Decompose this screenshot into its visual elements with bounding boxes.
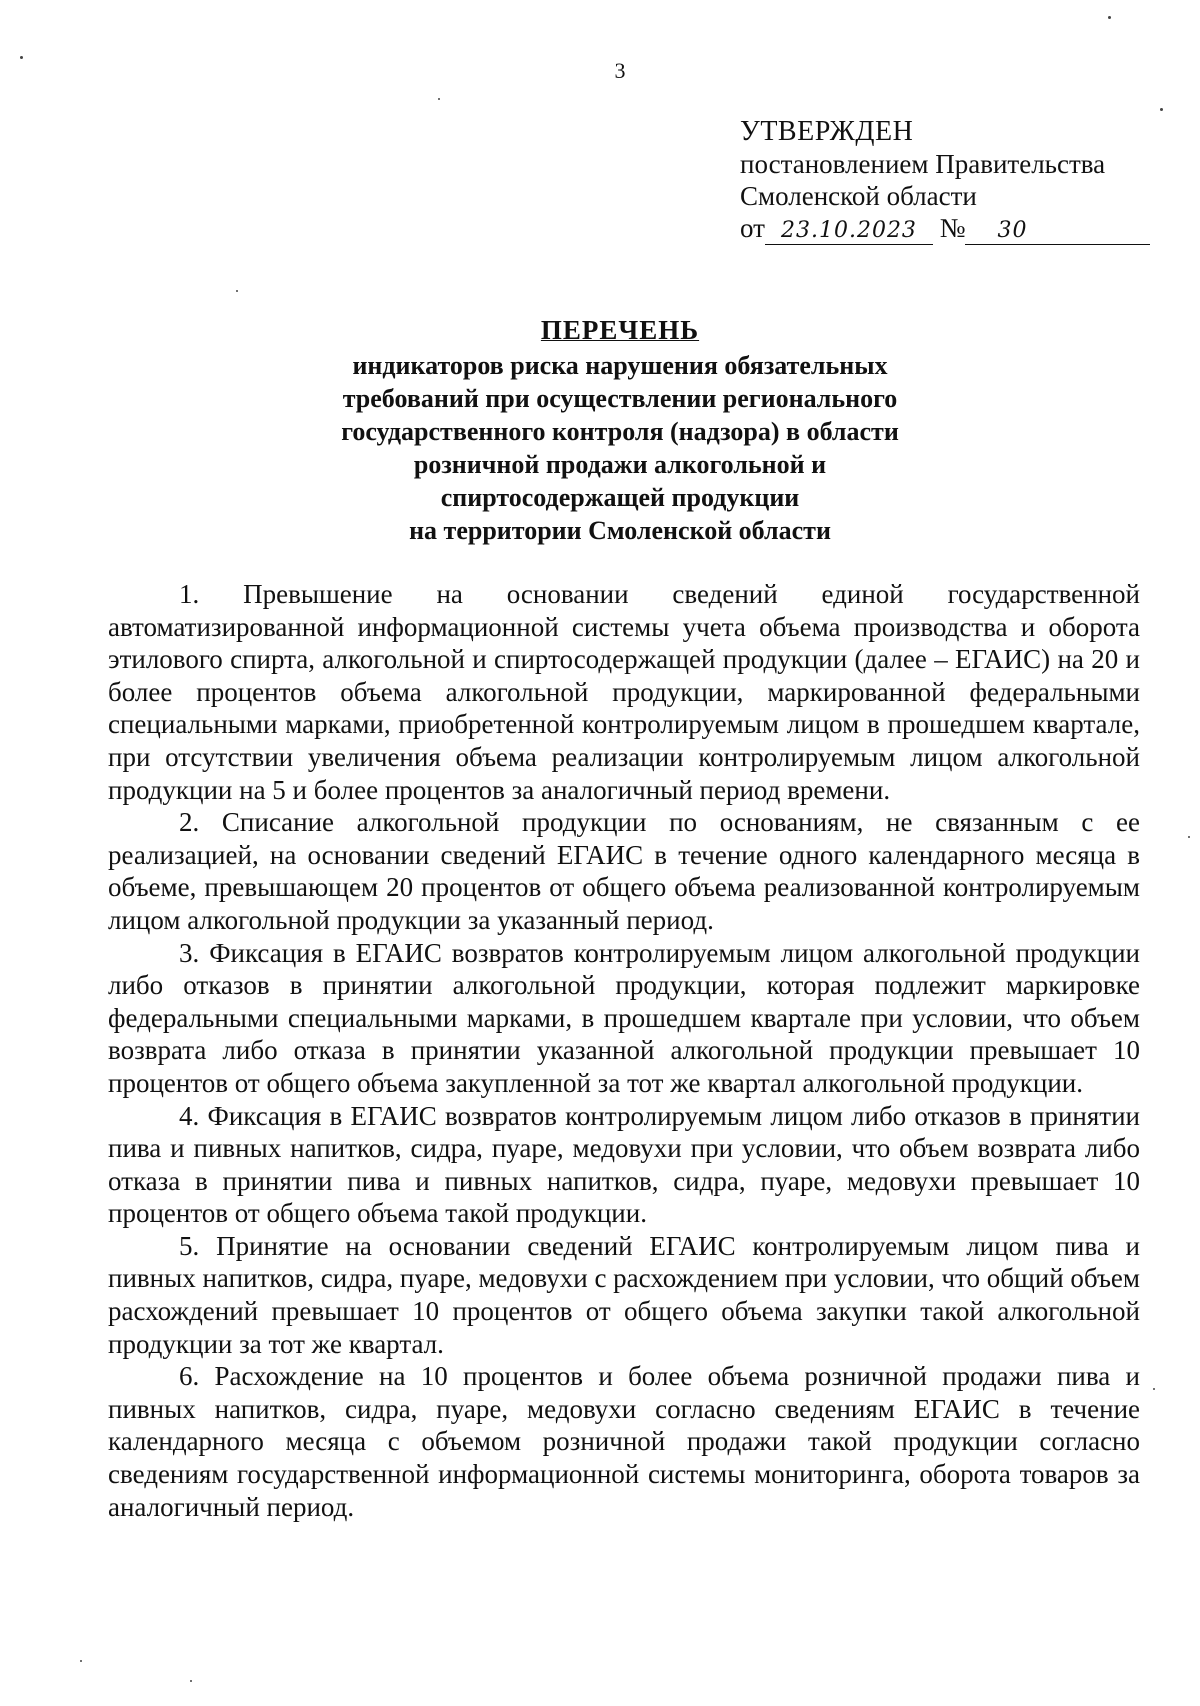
scan-speck bbox=[80, 1660, 82, 1662]
scan-speck bbox=[236, 290, 238, 292]
list-item-1: 1. Превышение на основании сведений единой государственной автоматизированной информационной системы учета объема производства и оборота этилового спирта, алкогольной и спиртосодержащей продукции (далее – ЕГАИС) на 20 и более процентов объема алкогольной продукции, маркированной федеральными специальными марками, приобретенной контролируемым лицом в прошедшем квартале, при отсутствии увеличения объема реализации контролируемым лицом алкогольной продукции на 5 и более процентов за аналогичный период времени. bbox=[108, 579, 1140, 805]
scan-speck bbox=[20, 56, 23, 59]
list-item-5: 5. Принятие на основании сведений ЕГАИС контролируемым лицом пива и пивных напитков, сидра, пуаре, медовухи с расхождением при условии, что общий объем расхождений превышает 10 процентов от общего объема закупки такой алкогольной продукции за тот же квартал. bbox=[108, 1230, 1140, 1359]
title-main: ПЕРЕЧЕНЬ bbox=[540, 315, 700, 345]
approval-stamp bbox=[740, 116, 1130, 245]
document-body bbox=[108, 578, 1140, 1523]
approval-date-line bbox=[740, 212, 1130, 245]
list-item-2: 2. Списание алкогольной продукции по основаниям, не связанным с ее реализацией, на основании сведений ЕГАИС в течение одного календарного месяца в объеме, превышающем 20 процентов от общего объема реализованной контролируемым лицом алкогольной продукции за указанный период. bbox=[108, 807, 1140, 935]
document-title bbox=[200, 314, 1040, 547]
list-item-6: 6. Расхождение на 10 процентов и более объема розничной продажи пива и пивных напитков, сидра, пуаре, медовухи согласно сведениям ЕГАИС в течение календарного месяца с объемом розничной продажи такой продукции согласно сведениям государственной информационной системы мониторинга, оборота товаров за аналогичный период. bbox=[108, 1361, 1140, 1522]
approval-line-2: Смоленской области bbox=[740, 181, 977, 211]
page-number: 3 bbox=[614, 58, 626, 83]
scan-speck bbox=[438, 98, 440, 100]
approval-heading: УТВЕРЖДЕН bbox=[740, 116, 914, 147]
scan-speck bbox=[1188, 836, 1190, 838]
title-line: индикаторов риска нарушения обязательных bbox=[352, 351, 888, 380]
date-prefix: от bbox=[740, 213, 765, 243]
scan-speck bbox=[1160, 108, 1163, 111]
number-value: 30 bbox=[965, 218, 1150, 245]
title-line: розничной продажи алкогольной и bbox=[413, 450, 827, 479]
list-item-3: 3. Фиксация в ЕГАИС возвратов контролируемым лицом алкогольной продукции либо отказов в принятии алкогольной продукции, которая подлежит маркировке федеральными специальными марками, в прошедшем квартале при условии, что объем возврата либо отказа в принятии указанной алкогольной продукции превышает 10 процентов от общего объема закупленной за тот же квартал алкогольной продукции. bbox=[108, 937, 1140, 1098]
scan-speck bbox=[1153, 1388, 1155, 1390]
scan-speck bbox=[1108, 16, 1111, 19]
list-item-4: 4. Фиксация в ЕГАИС возвратов контролируемым лицом либо отказов в принятии пива и пивных напитков, сидра, пуаре, медовухи при условии, что объем возврата либо отказа в принятии пива и пивных напитков, сидра, пуаре, медовухи превышает 10 процентов от общего объема такой продукции. bbox=[108, 1100, 1140, 1229]
title-line: государственного контроля (надзора) в области bbox=[341, 417, 899, 446]
title-line: на территории Смоленской области bbox=[409, 516, 831, 545]
scan-speck bbox=[190, 1680, 192, 1682]
approval-line-1: постановлением Правительства bbox=[740, 149, 1106, 179]
date-value: 23.10.2023 bbox=[765, 218, 933, 245]
number-sign: № bbox=[939, 213, 966, 243]
title-line: требований при осуществлении регионального bbox=[342, 384, 898, 413]
title-line: спиртосодержащей продукции bbox=[440, 483, 800, 512]
